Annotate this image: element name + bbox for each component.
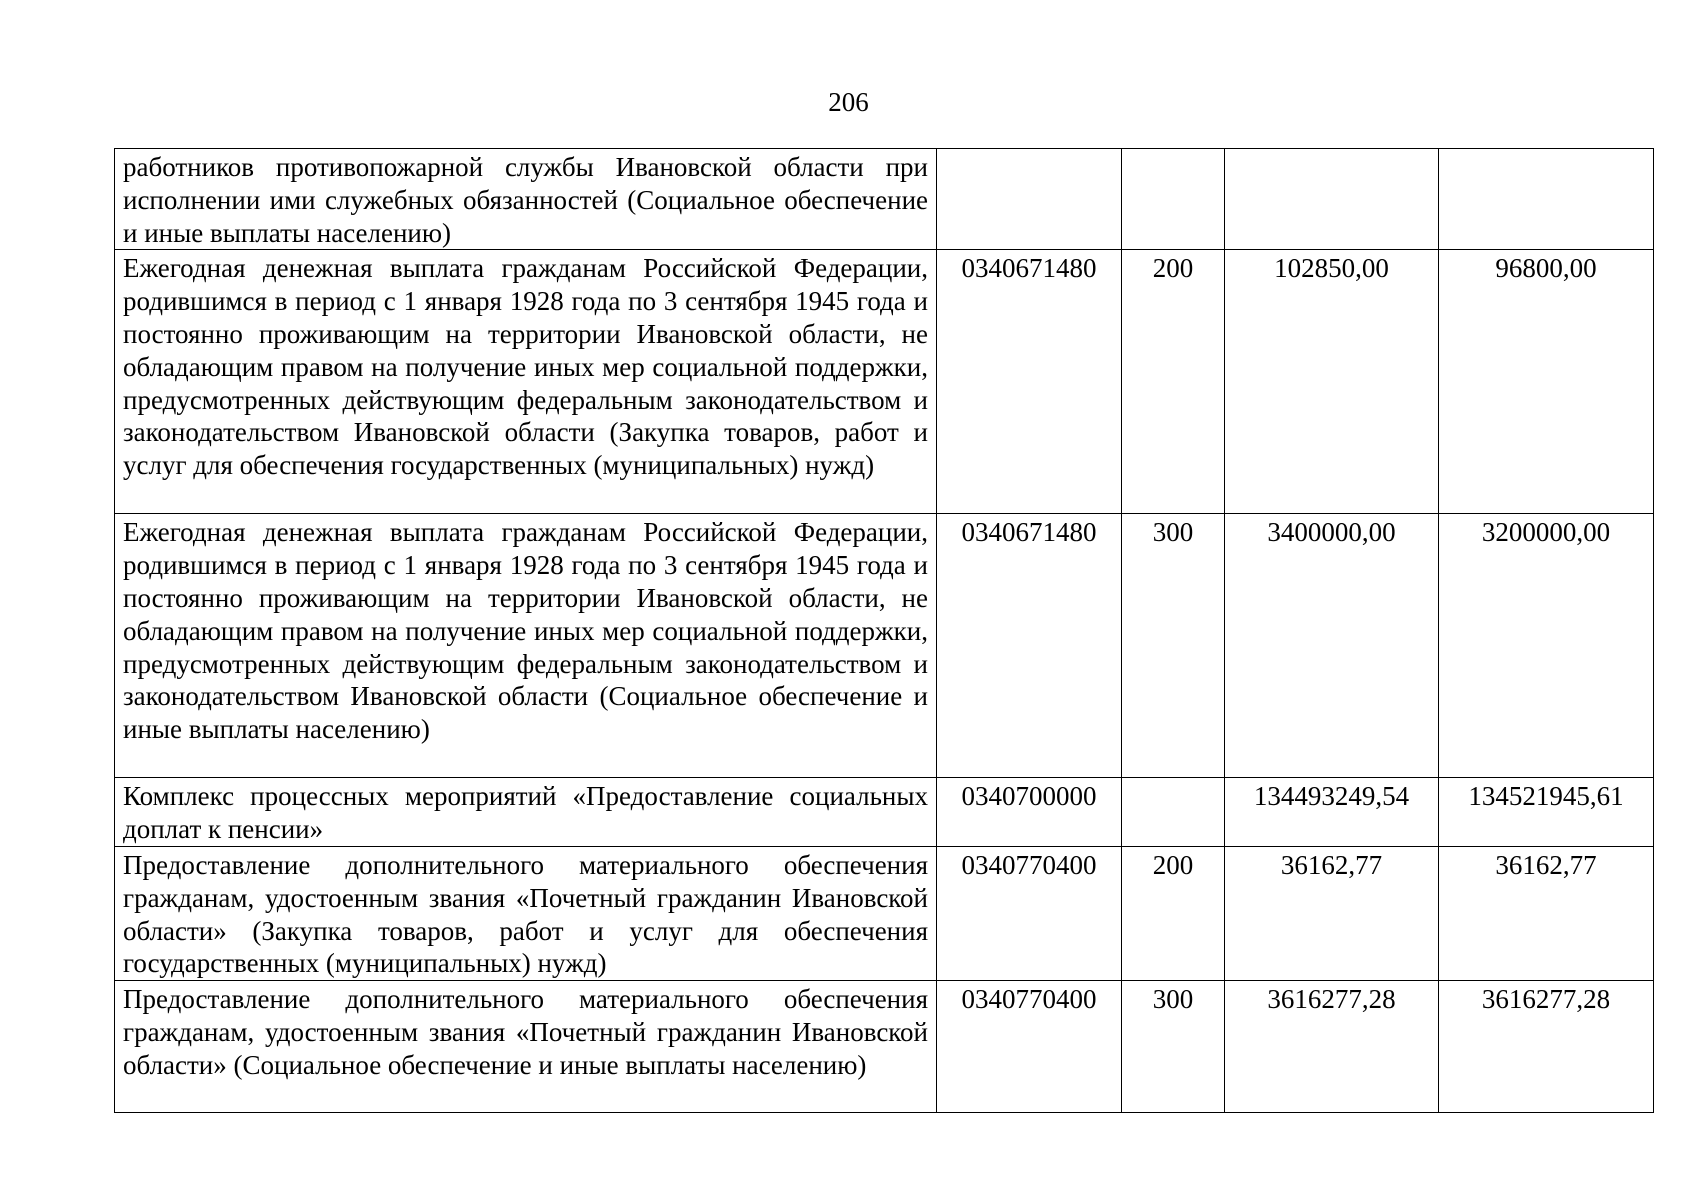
row-expense-type: 200 bbox=[1122, 846, 1225, 980]
row-code: 0340770400 bbox=[937, 981, 1122, 1113]
row-expense-type bbox=[1122, 778, 1225, 847]
row-amount-1: 36162,77 bbox=[1225, 846, 1439, 980]
row-code: 0340671480 bbox=[937, 514, 1122, 778]
row-description: Ежегодная денежная выплата гражданам Российской Федерации, родившимся в период с 1 января 1928 года по 3 сентября 1945 года и постоянно проживающим на территории Ивановской области, не обладающим правом на получение иных мер социальной поддержки, предусмотренных действующим федеральным законодательством и законодательством Ивановской области (Закупка товаров, работ и услуг для обеспечения государственных (муниципальных) нужд) bbox=[115, 250, 937, 514]
row-expense-type: 300 bbox=[1122, 981, 1225, 1113]
row-amount-1 bbox=[1225, 149, 1439, 250]
row-description: Ежегодная денежная выплата гражданам Российской Федерации, родившимся в период с 1 января 1928 года по 3 сентября 1945 года и постоянно проживающим на территории Ивановской области, не обладающим правом на получение иных мер социальной поддержки, предусмотренных действующим федеральным законодательством и законодательством Ивановской области (Социальное обеспечение и иные выплаты населению) bbox=[115, 514, 937, 778]
row-amount-2: 134521945,61 bbox=[1439, 778, 1654, 847]
table-row bbox=[115, 514, 1654, 778]
row-description: Комплекс процессных мероприятий «Предоставление социальных доплат к пенсии» bbox=[115, 778, 937, 847]
row-amount-1: 3616277,28 bbox=[1225, 981, 1439, 1113]
table-row bbox=[115, 846, 1654, 980]
table-row bbox=[115, 149, 1654, 250]
table-row bbox=[115, 250, 1654, 514]
row-amount-1: 102850,00 bbox=[1225, 250, 1439, 514]
row-code: 0340770400 bbox=[937, 846, 1122, 980]
row-description: работников противопожарной службы Ивановской области при исполнении ими служебных обязанностей (Социальное обеспечение и иные выплаты населению) bbox=[115, 149, 937, 250]
row-amount-1: 134493249,54 bbox=[1225, 778, 1439, 847]
row-code bbox=[937, 149, 1122, 250]
row-expense-type bbox=[1122, 149, 1225, 250]
row-code: 0340700000 bbox=[937, 778, 1122, 847]
row-code: 0340671480 bbox=[937, 250, 1122, 514]
row-description: Предоставление дополнительного материального обеспечения гражданам, удостоенным звания «Почетный гражданин Ивановской области» (Социальное обеспечение и иные выплаты населению) bbox=[115, 981, 937, 1113]
row-amount-2: 96800,00 bbox=[1439, 250, 1654, 514]
row-description: Предоставление дополнительного материального обеспечения гражданам, удостоенным звания «Почетный гражданин Ивановской области» (Закупка товаров, работ и услуг для обеспечения государственных (муниципальных) нужд) bbox=[115, 846, 937, 980]
page-number: 206 bbox=[828, 87, 869, 117]
table-row bbox=[115, 981, 1654, 1113]
row-expense-type: 300 bbox=[1122, 514, 1225, 778]
row-amount-1: 3400000,00 bbox=[1225, 514, 1439, 778]
table-row bbox=[115, 778, 1654, 847]
row-amount-2: 3616277,28 bbox=[1439, 981, 1654, 1113]
row-amount-2 bbox=[1439, 149, 1654, 250]
row-amount-2: 36162,77 bbox=[1439, 846, 1654, 980]
row-expense-type: 200 bbox=[1122, 250, 1225, 514]
budget-table bbox=[114, 148, 1654, 1113]
row-amount-2: 3200000,00 bbox=[1439, 514, 1654, 778]
